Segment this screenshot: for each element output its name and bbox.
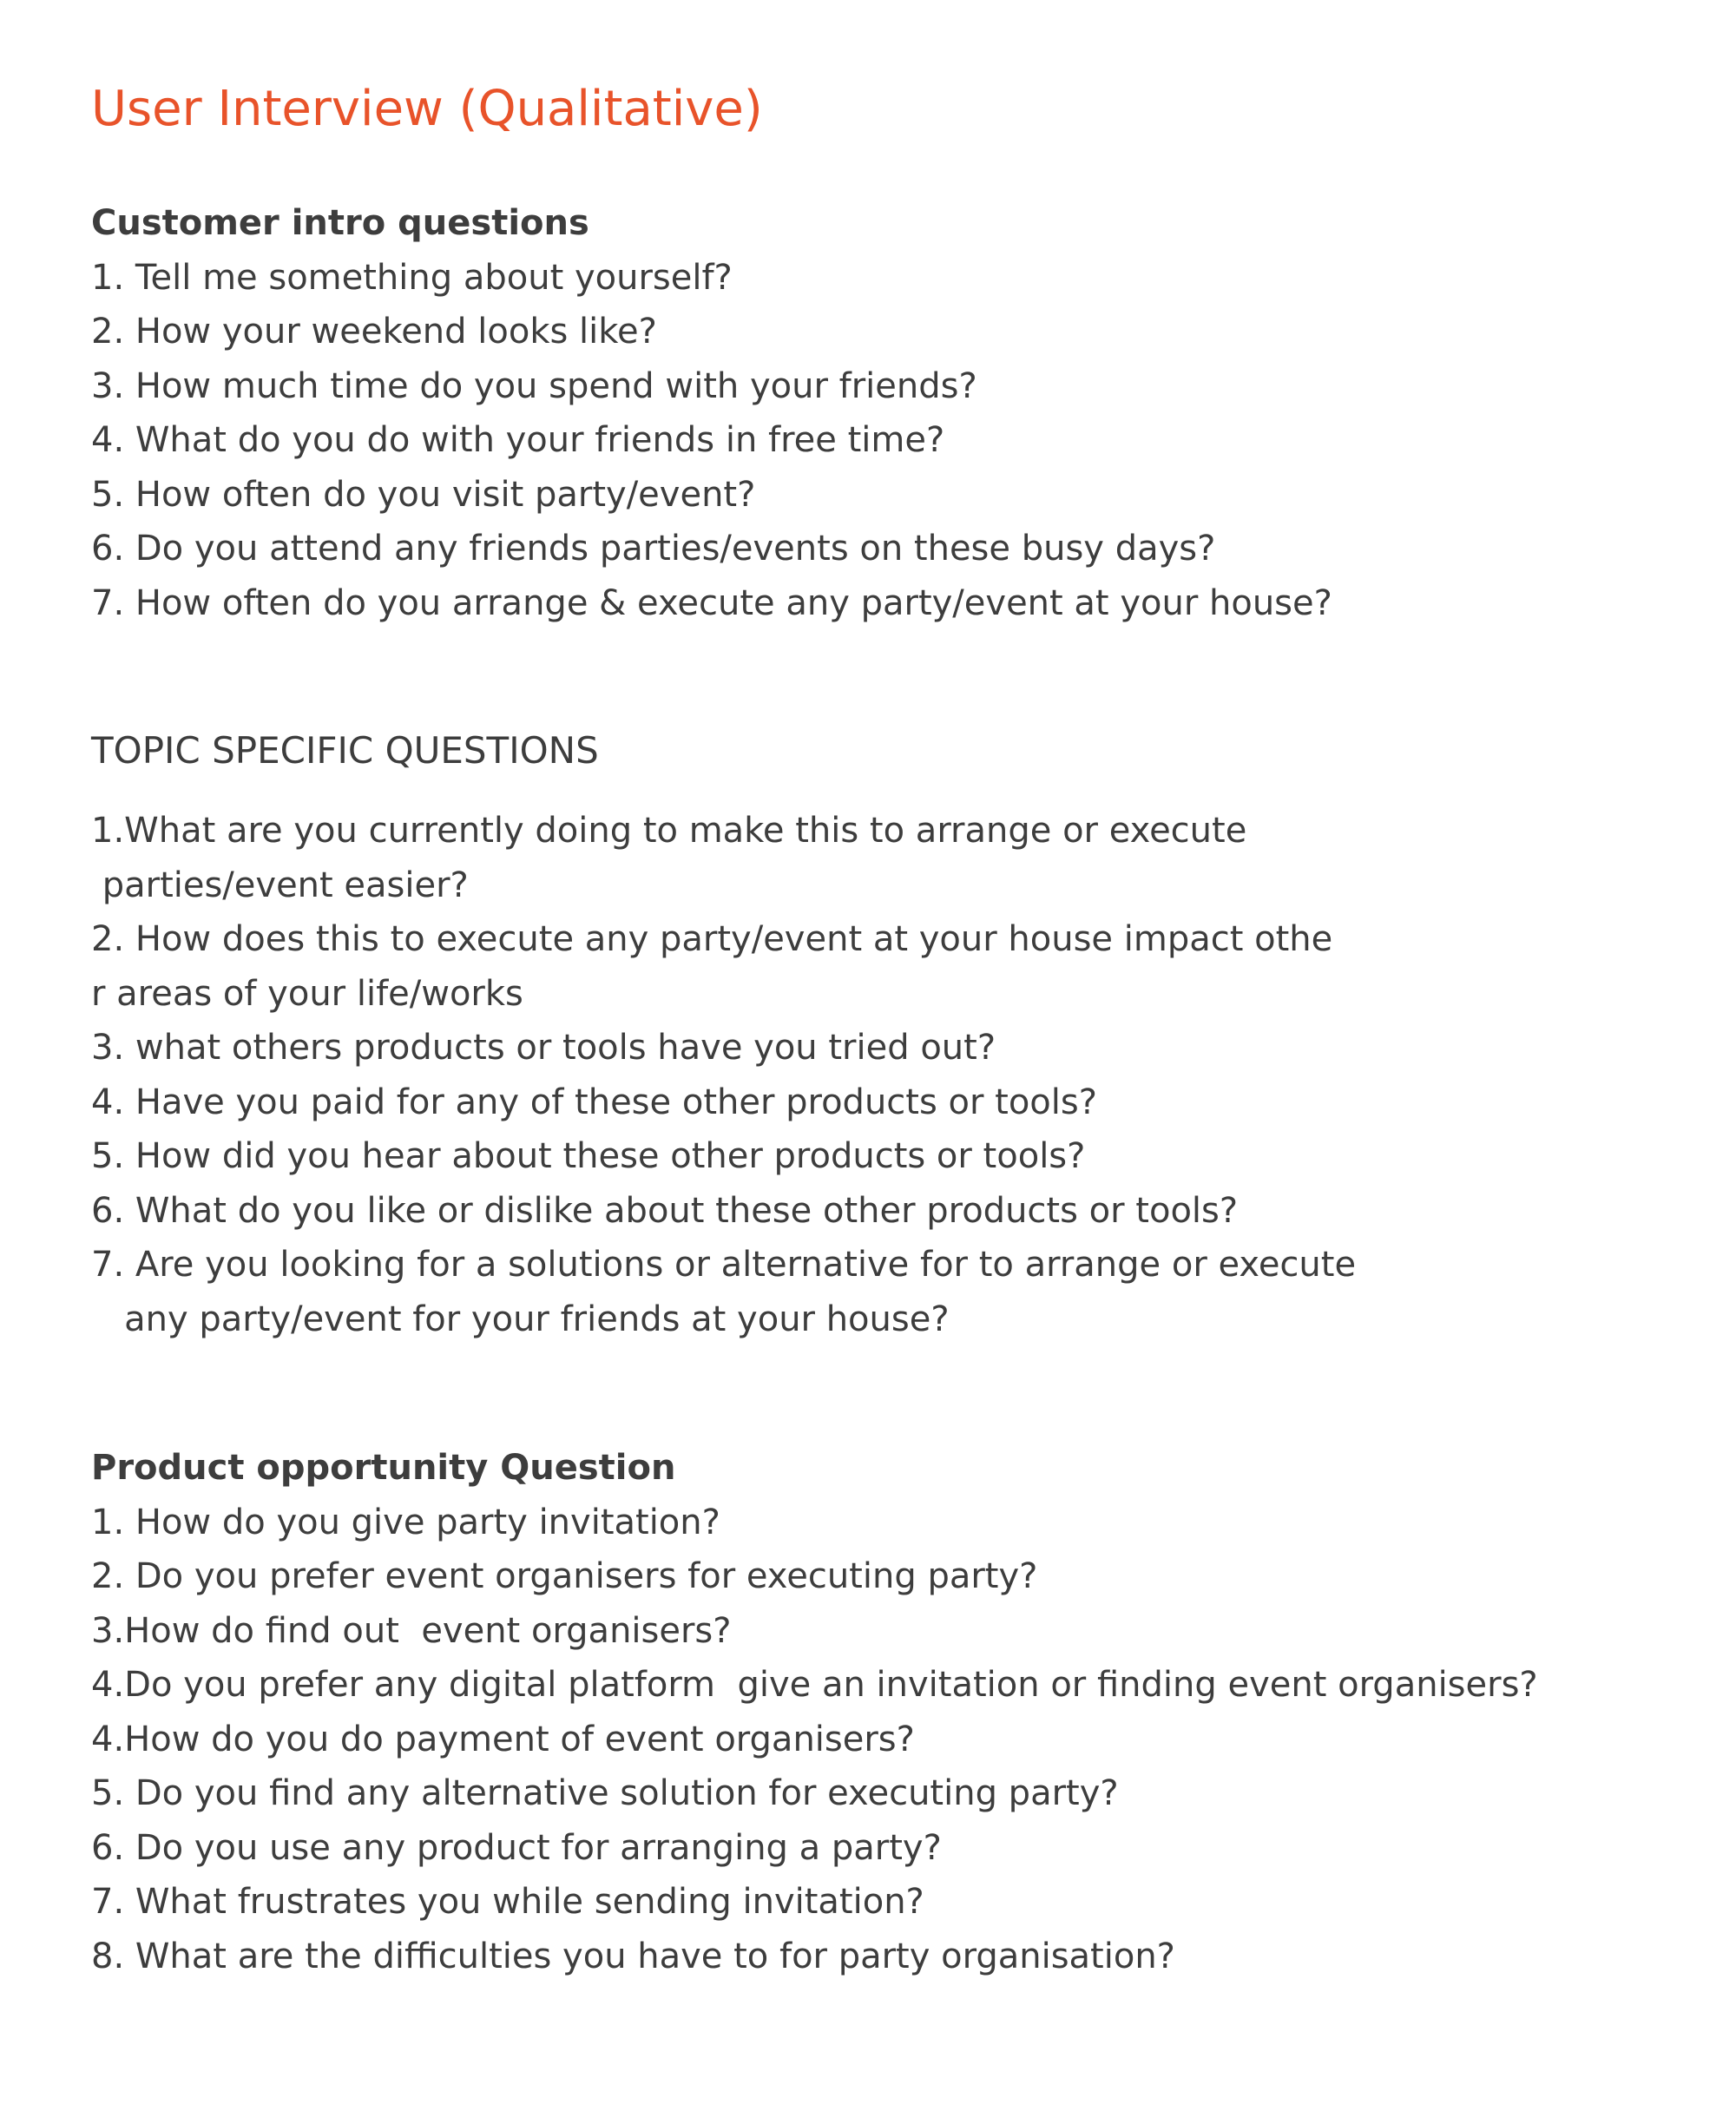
question-item: 6. Do you use any product for arranging a party? (91, 1827, 942, 1868)
question-item: 3.How do find out event organisers? (91, 1610, 732, 1651)
question-item: 5. How often do you visit party/event? (91, 474, 756, 515)
question-item: 2. Do you prefer event organisers for executing party? (91, 1556, 1038, 1596)
question-item: 7. How often do you arrange & execute any party/event at your house? (91, 582, 1332, 623)
question-item: 5. How did you hear about these other products or tools? (91, 1136, 1086, 1176)
question-item: 4. Have you paid for any of these other products or tools? (91, 1082, 1097, 1122)
question-item: 4. What do you do with your friends in free time? (91, 420, 945, 460)
question-item: 1.What are you currently doing to make this to arrange or execute (91, 811, 1247, 851)
question-item: 4.Do you prefer any digital platform give an invitation or finding event organisers? (91, 1665, 1538, 1705)
question-list (91, 804, 1706, 1346)
page-title: User Interview (Qualitative) (91, 81, 763, 137)
question-list (91, 251, 1706, 631)
question-item: 1. How do you give party invitation? (91, 1502, 720, 1542)
question-item: 6. Do you attend any friends parties/events on these busy days? (91, 529, 1216, 569)
question-item: parties/event easier? (91, 865, 469, 905)
question-item: 2. How does this to execute any party/event at your house impact othe (91, 919, 1333, 959)
customer-intro-section (91, 196, 1706, 630)
question-item: 8. What are the difficulties you have to for party organisation? (91, 1936, 1175, 1976)
question-list (91, 1496, 1706, 1984)
question-item: 3. what others products or tools have you tried out? (91, 1028, 996, 1068)
question-item: 5. Do you find any alternative solution for executing party? (91, 1773, 1119, 1813)
question-item: 3. How much time do you spend with your friends? (91, 365, 977, 406)
question-item: 4.How do you do payment of event organisers? (91, 1719, 915, 1759)
product-opportunity-section (91, 1441, 1706, 1983)
question-item: 2. How your weekend looks like? (91, 312, 657, 352)
question-item: 1. Tell me something about yourself? (91, 257, 733, 298)
question-item: 6. What do you like or dislike about these other products or tools? (91, 1190, 1239, 1231)
question-item: 7. What frustrates you while sending invitation? (91, 1882, 924, 1922)
section-heading: TOPIC SPECIFIC QUESTIONS (91, 729, 599, 772)
question-item: any party/event for your friends at your house? (91, 1299, 950, 1339)
question-item: r areas of your life/works (91, 973, 523, 1014)
question-item: 7. Are you looking for a solutions or alternative for to arrange or execute (91, 1245, 1357, 1285)
section-heading: Customer intro questions (91, 203, 589, 243)
topic-specific-section (91, 724, 1706, 1346)
section-heading: Product opportunity Question (91, 1448, 676, 1488)
